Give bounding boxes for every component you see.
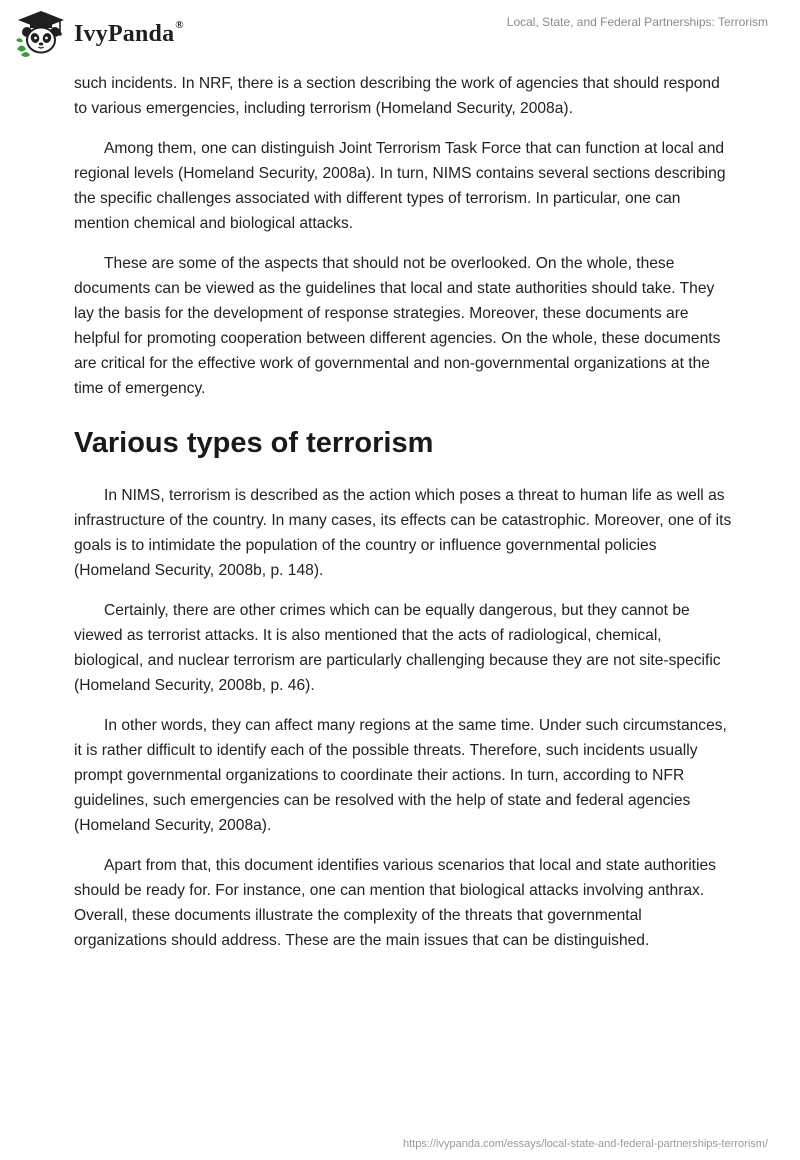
paragraph: Apart from that, this document identifies various scenarios that local and state authorities should be ready for. For instance, one can mention that biological attacks involving anthrax. Overall, these documents illustrate the complexity of the threats that governmental organizations should address. These are the main issues that can be distinguished. <box>74 857 716 949</box>
ivypanda-logo[interactable] <box>14 8 184 58</box>
panda-graduate-icon <box>14 9 68 57</box>
brand-name: IvyPanda® <box>74 18 184 47</box>
registered-mark: ® <box>175 18 184 31</box>
paragraph: In other words, they can affect many regions at the same time. Under such circumstances, it is rather difficult to identify each of the possible threats. Therefore, such incidents usually prompt governmental organizations to coordinate their actions. In turn, according to NFR guidelines, such emergencies can be resolved with the help of state and federal agencies (Homeland Security, 2008a). <box>74 717 727 834</box>
section-heading: Various types of terrorism <box>74 427 434 459</box>
source-url[interactable]: https://ivypanda.com/essays/local-state-and-federal-partnerships-terrorism/ <box>403 1138 768 1150</box>
paragraph: Certainly, there are other crimes which can be equally dangerous, but they cannot be viewed as terrorist attacks. It is also mentioned that the acts of radiological, chemical, biological, and nuclear terrorism are particularly challenging because they are not site-specific (Homeland Security, 2008b, p. 46). <box>74 602 721 694</box>
document-title: Local, State, and Federal Partnerships: Terrorism <box>506 15 768 29</box>
paragraph: These are some of the aspects that should not be overlooked. On the whole, these documents can be viewed as the guidelines that local and state authorities should take. They lay the basis for the development of response strategies. Moreover, these documents are helpful for promoting cooperation between different agencies. On the whole, these documents are critical for the effective work of governmental and non-governmental organizations at the time of emergency. <box>74 255 721 397</box>
paragraph: such incidents. In NRF, there is a section describing the work of agencies that should respond to various emergencies, including terrorism (Homeland Security, 2008a). <box>74 75 720 117</box>
paragraph: In NIMS, terrorism is described as the action which poses a threat to human life as well as infrastructure of the country. In many cases, its effects can be catastrophic. Moreover, one of its goals is to intimidate the population of the country or influence governmental policies (Homeland Security, 2008b, p. 148). <box>74 487 732 579</box>
page-header <box>0 0 800 64</box>
paragraph: Among them, one can distinguish Joint Terrorism Task Force that can function at local and regional levels (Homeland Security, 2008a). In turn, NIMS contains several sections describing the specific challenges associated with different types of terrorism. In particular, one can mention chemical and biological attacks. <box>74 140 726 232</box>
essay-body <box>74 71 734 968</box>
